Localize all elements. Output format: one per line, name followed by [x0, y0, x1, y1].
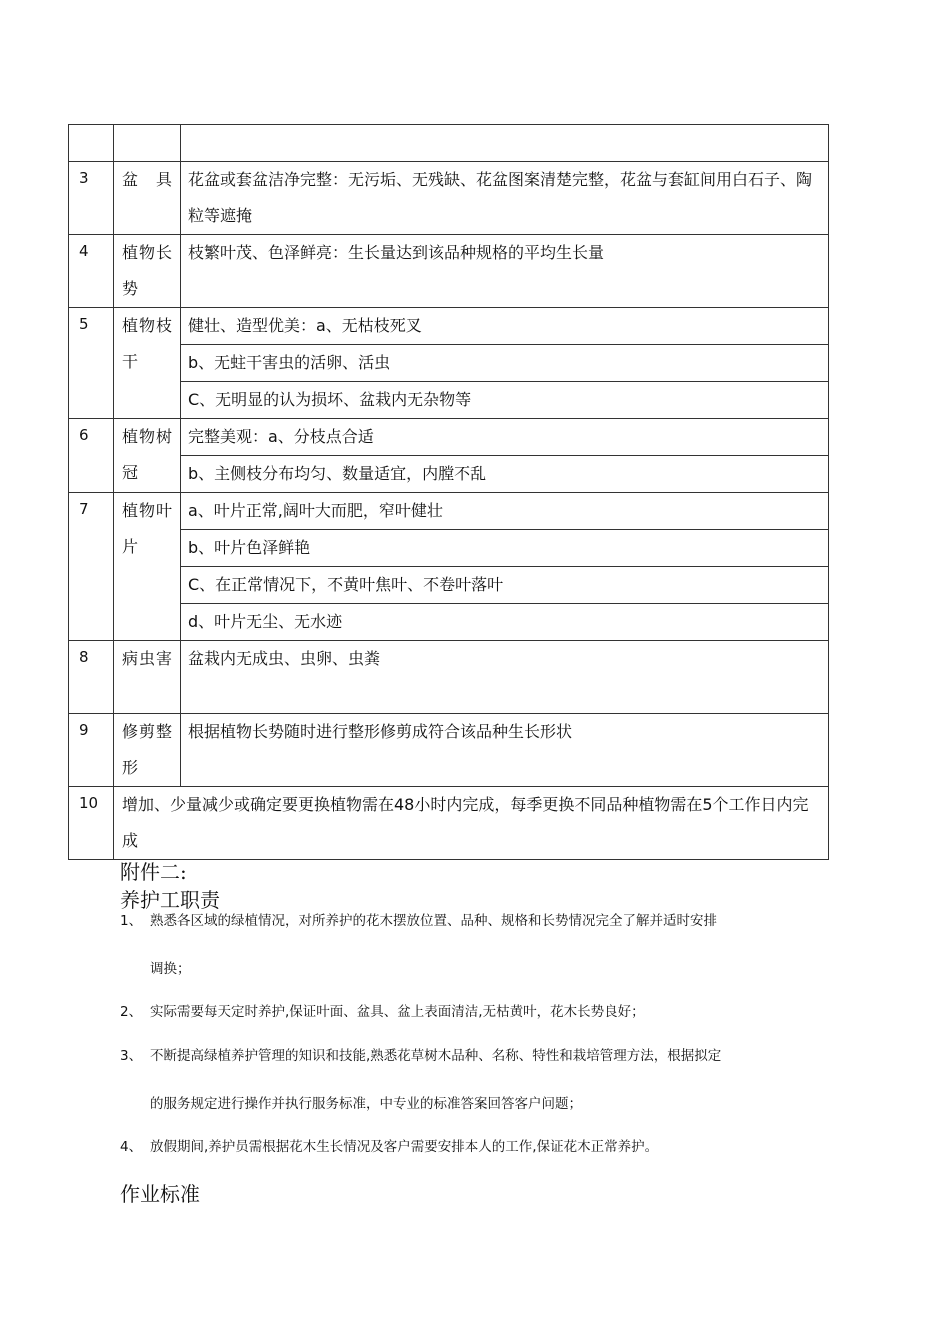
row-standard-line: b、无蛀干害虫的活卵、活虫 [181, 345, 829, 382]
row-standard-line: 根据植物长势随时进行整形修剪成符合该品种生长形状 [181, 714, 829, 787]
table-row [69, 530, 829, 567]
row-standard-line: 盆栽内无成虫、虫卵、虫粪 [181, 641, 829, 714]
table-row [69, 456, 829, 493]
row-standard-line: C、无明显的认为损坏、盆栽内无杂物等 [181, 382, 829, 419]
row-number: 10 [69, 787, 114, 860]
row-standard-line: b、叶片色泽鲜艳 [181, 530, 829, 567]
table-row [69, 162, 829, 235]
row-item-name: 植物枝干 [114, 308, 181, 419]
row-standard-line: 花盆或套盆洁净完整：无污垢、无残缺、花盆图案清楚完整，花盆与套缸间用白石子、陶粒等遮掩 [181, 162, 829, 235]
duty-number: 2、 [120, 1004, 143, 1020]
row-merged-content: 增加、少量减少或确定要更换植物需在48小时内完成，每季更换不同品种植物需在5个工作日内完成 [114, 787, 829, 860]
row-number: 4 [69, 235, 114, 308]
table-row [69, 308, 829, 345]
duty-item-1 [120, 910, 865, 980]
table-row [69, 641, 829, 714]
duty-text-continued: 调换； [150, 961, 191, 977]
duty-text-continued: 的服务规定进行操作并执行服务标准，中专业的标准答案回答客户问题； [150, 1096, 582, 1112]
duty-item-4 [120, 1136, 865, 1158]
table-row [69, 567, 829, 604]
attachment-label: 附件二: [120, 860, 187, 884]
row-standard-line: 完整美观：a、分枝点合适 [181, 419, 829, 456]
table-row [69, 714, 829, 787]
row-standard-line: 健壮、造型优美：a、无枯枝死叉 [181, 308, 829, 345]
row-item-name [114, 125, 181, 162]
row-item-name: 修剪整形 [114, 714, 181, 787]
row-standard-line: b、主侧枝分布均匀、数量适宜，内膛不乱 [181, 456, 829, 493]
row-standard-line [181, 125, 829, 162]
duty-text: 放假期间,养护员需根据花木生长情况及客户需要安排本人的工作,保证花木正常养护。 [150, 1139, 659, 1155]
row-number: 7 [69, 493, 114, 641]
row-item-name: 植物长势 [114, 235, 181, 308]
standards-table-body [69, 125, 829, 860]
table-row [69, 382, 829, 419]
row-number: 8 [69, 641, 114, 714]
table-row [69, 345, 829, 382]
row-number: 3 [69, 162, 114, 235]
table-row [69, 604, 829, 641]
table-row [69, 493, 829, 530]
table-row [69, 235, 829, 308]
duty-number: 4、 [120, 1139, 143, 1155]
standards-table [68, 124, 829, 860]
table-row [69, 787, 829, 860]
duty-text: 实际需要每天定时养护,保证叶面、盆具、盆上表面清洁,无枯黄叶，花木长势良好； [150, 1004, 645, 1020]
duty-text: 熟悉各区域的绿植情况，对所养护的花木摆放位置、品种、规格和长势情况完全了解并适时安排 [150, 913, 717, 929]
row-standard-line: C、在正常情况下，不黄叶焦叶、不卷叶落叶 [181, 567, 829, 604]
row-item-name: 植物树冠 [114, 419, 181, 493]
attachment-title: 养护工职责 [120, 888, 220, 912]
row-item-name: 植物叶片 [114, 493, 181, 641]
row-number: 9 [69, 714, 114, 787]
row-standard-line: a、叶片正常,阔叶大而肥，窄叶健壮 [181, 493, 829, 530]
duty-item-2 [120, 1001, 865, 1023]
row-standard-line: d、叶片无尘、无水迹 [181, 604, 829, 641]
row-number [69, 125, 114, 162]
duty-number: 1、 [120, 913, 143, 929]
row-number: 5 [69, 308, 114, 419]
table-row [69, 419, 829, 456]
section-title: 作业标准 [120, 1182, 200, 1206]
duty-text: 不断提高绿植养护管理的知识和技能,熟悉花草树木品种、名称、特性和栽培管理方法，根据拟定 [150, 1048, 722, 1064]
row-standard-line: 枝繁叶茂、色泽鲜亮：生长量达到该品种规格的平均生长量 [181, 235, 829, 308]
row-item-name: 病虫害 [114, 641, 181, 714]
duty-number: 3、 [120, 1048, 143, 1064]
row-number: 6 [69, 419, 114, 493]
row-item-name: 盆具 [114, 162, 181, 235]
duty-item-3 [120, 1045, 865, 1115]
table-row [69, 125, 829, 162]
